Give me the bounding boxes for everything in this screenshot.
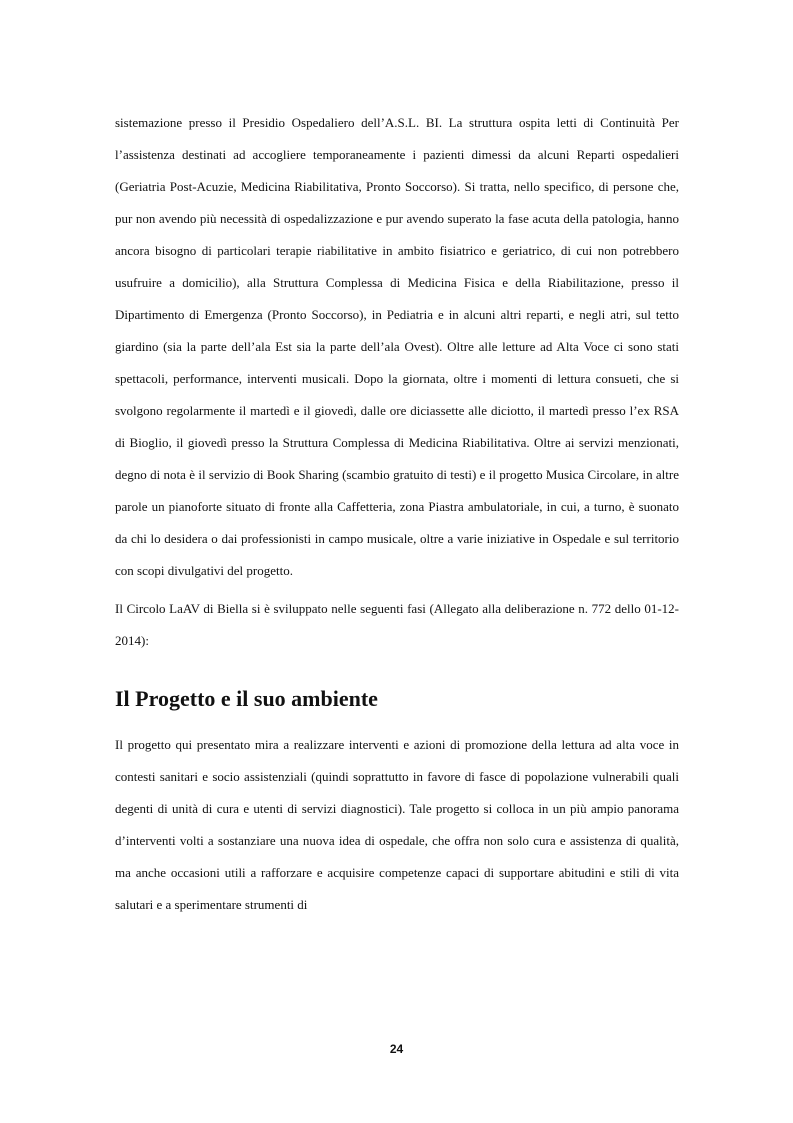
section-heading: Il Progetto e il suo ambiente [115,686,378,711]
page-body [115,107,679,921]
paragraph-project-description: Il progetto qui presentato mira a realizzare interventi e azioni di promozione della lettura ad alta voce in contesti sanitari e socio assistenziali (quindi soprattutto in favore di fasce di popolazione vulnerabili quali degenti di unità di cura e utenti di servizi diagnostici). Tale progetto si colloca in un più ampio panorama d’interventi volti a sostanziare una nuova idea di ospedale, che offra non solo cura e assistenza di qualità, ma anche occasioni utili a rafforzare e acquisire competenze capaci di supportare abitudini e stili di vita salutari e a sperimentare strumenti di [115,737,679,912]
page-number: 24 [389,1042,404,1056]
paragraph-hospital-services: sistemazione presso il Presidio Ospedaliero dell’A.S.L. BI. La struttura ospita letti di Continuità Per l’assistenza destinati ad accogliere temporaneamente i pazienti dimessi da alcuni Reparti ospedalieri (Geriatria Post-Acuzie, Medicina Riabilitativa, Pronto Soccorso). Si tratta, nello specifico, di persone che, pur non avendo più necessità di ospedalizzazione e pur avendo superato la fase acuta della patologia, hanno ancora bisogno di particolari terapie riabilitative in ambito fisiatrico e geriatrico, di cui non potrebbero usufruire a domicilio), alla Struttura Complessa di Medicina Fisica e della Riabilitazione, presso il Dipartimento di Emergenza (Pronto Soccorso), in Pediatria e in alcuni altri reparti, e negli atri, sul tetto giardino (sia la parte dell’ala Est sia la parte dell’ala Ovest). Oltre alle letture ad Alta Voce ci sono stati spettacoli, performance, interventi musicali. Dopo la giornata, oltre i momenti di lettura consueti, che si svolgono regolarmente il martedì e il giovedì, dalle ore diciassette alle diciotto, il martedì presso l’ex RSA di Bioglio, il giovedì presso la Struttura Complessa di Medicina Riabilitativa. Oltre ai servizi menzionati, degno di nota è il servizio di Book Sharing (scambio gratuito di testi) e il progetto Musica Circolare, in altre parole un pianoforte situato di fronte alla Caffetteria, zona Piastra ambulatoriale, in cui, a turno, è suonato da chi lo desidera o dai professionisti in campo musicale, oltre a varie iniziative in Ospedale e sul territorio con scopi divulgativi del progetto. [115,115,679,578]
paragraph-circle-phases: Il Circolo LaAV di Biella si è sviluppato nelle seguenti fasi (Allegato alla deliberazione n. 772 dello 01-12-2014): [115,601,679,648]
